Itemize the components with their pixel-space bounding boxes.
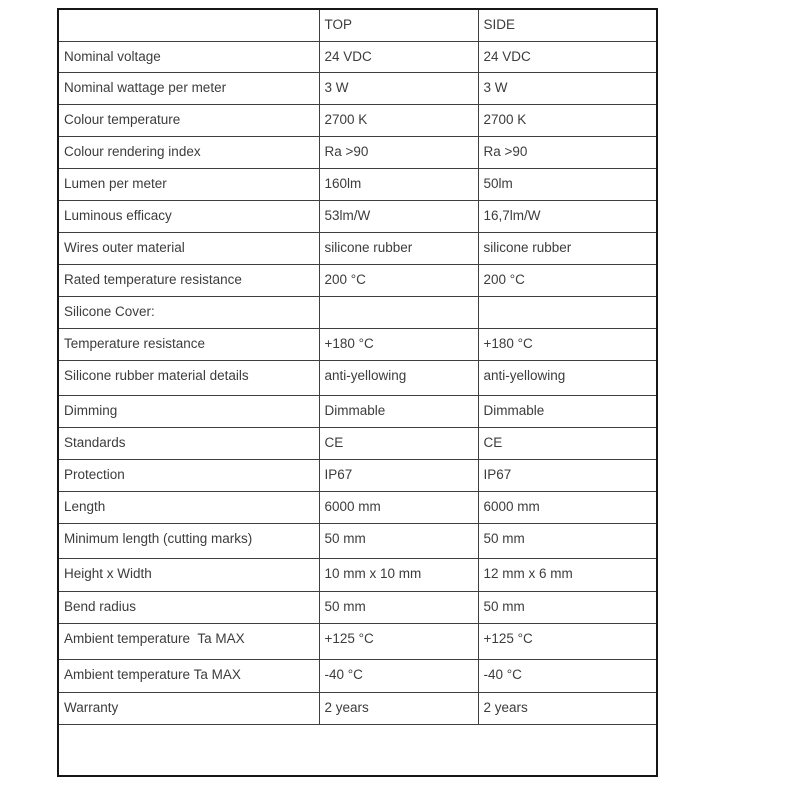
top-value-cell: 10 mm x 10 mm <box>319 558 478 591</box>
top-value-cell: 50 mm <box>319 591 478 623</box>
row-label-cell: Standards <box>58 427 319 459</box>
top-value-cell: silicone rubber <box>319 232 478 264</box>
side-value-cell: silicone rubber <box>478 232 657 264</box>
row-label-cell: Minimum length (cutting marks) <box>58 523 319 558</box>
top-value-cell <box>319 296 478 328</box>
side-value-cell: CE <box>478 427 657 459</box>
side-value-cell: 2 years <box>478 692 657 724</box>
empty-footer-row <box>58 724 657 776</box>
row-label-cell: Colour rendering index <box>58 136 319 168</box>
table-row <box>58 360 657 395</box>
header-top-cell: TOP <box>319 9 478 41</box>
top-value-cell: 2 years <box>319 692 478 724</box>
table-row <box>58 427 657 459</box>
top-value-cell: 3 W <box>319 72 478 104</box>
row-label-cell: Temperature resistance <box>58 328 319 360</box>
top-value-cell: +180 °C <box>319 328 478 360</box>
top-value-cell: 200 °C <box>319 264 478 296</box>
row-label-cell: Nominal wattage per meter <box>58 72 319 104</box>
row-label-cell: Ambient temperature Ta MAX <box>58 623 319 659</box>
side-value-cell: 12 mm x 6 mm <box>478 558 657 591</box>
row-label-cell: Colour temperature <box>58 104 319 136</box>
table-row <box>58 459 657 491</box>
side-value-cell: 3 W <box>478 72 657 104</box>
side-value-cell: +180 °C <box>478 328 657 360</box>
row-label-cell: Wires outer material <box>58 232 319 264</box>
row-label-cell: Silicone rubber material details <box>58 360 319 395</box>
side-value-cell: 6000 mm <box>478 491 657 523</box>
side-value-cell <box>478 296 657 328</box>
row-label-cell: Bend radius <box>58 591 319 623</box>
table-row <box>58 104 657 136</box>
top-value-cell: +125 °C <box>319 623 478 659</box>
table-row <box>58 395 657 427</box>
row-label-cell: Ambient temperature Ta MAX <box>58 659 319 692</box>
side-value-cell: 50 mm <box>478 523 657 558</box>
side-value-cell: 50lm <box>478 168 657 200</box>
side-value-cell: 16,7lm/W <box>478 200 657 232</box>
side-value-cell: anti-yellowing <box>478 360 657 395</box>
row-label-cell: Lumen per meter <box>58 168 319 200</box>
header-label-cell <box>58 9 319 41</box>
top-value-cell: Ra >90 <box>319 136 478 168</box>
side-value-cell: 200 °C <box>478 264 657 296</box>
table-row <box>58 523 657 558</box>
top-value-cell: 160lm <box>319 168 478 200</box>
row-label-cell: Nominal voltage <box>58 41 319 72</box>
row-label-cell: Protection <box>58 459 319 491</box>
row-label-cell: Rated temperature resistance <box>58 264 319 296</box>
table-row <box>58 296 657 328</box>
table-row <box>58 623 657 659</box>
side-value-cell: +125 °C <box>478 623 657 659</box>
top-value-cell: 24 VDC <box>319 41 478 72</box>
row-label-cell: Luminous efficacy <box>58 200 319 232</box>
top-value-cell: 53lm/W <box>319 200 478 232</box>
top-value-cell: Dimmable <box>319 395 478 427</box>
row-label-cell: Height x Width <box>58 558 319 591</box>
side-value-cell: 50 mm <box>478 591 657 623</box>
empty-footer-cell <box>58 724 657 776</box>
side-value-cell: 24 VDC <box>478 41 657 72</box>
side-value-cell: IP67 <box>478 459 657 491</box>
row-label-cell: Warranty <box>58 692 319 724</box>
table-row <box>58 232 657 264</box>
row-label-cell: Dimming <box>58 395 319 427</box>
table-row <box>58 558 657 591</box>
top-value-cell: IP67 <box>319 459 478 491</box>
top-value-cell: 6000 mm <box>319 491 478 523</box>
top-value-cell: CE <box>319 427 478 459</box>
table-row <box>58 168 657 200</box>
header-side-cell: SIDE <box>478 9 657 41</box>
top-value-cell: anti-yellowing <box>319 360 478 395</box>
table-row <box>58 692 657 724</box>
top-value-cell: -40 °C <box>319 659 478 692</box>
row-label-cell: Silicone Cover: <box>58 296 319 328</box>
table-row <box>58 591 657 623</box>
table-row <box>58 659 657 692</box>
side-value-cell: 2700 K <box>478 104 657 136</box>
top-value-cell: 2700 K <box>319 104 478 136</box>
table-row <box>58 72 657 104</box>
side-value-cell: Dimmable <box>478 395 657 427</box>
table-row <box>58 136 657 168</box>
table-row <box>58 491 657 523</box>
table-row <box>58 264 657 296</box>
table-row <box>58 41 657 72</box>
header-row <box>58 9 657 41</box>
row-label-cell: Length <box>58 491 319 523</box>
spec-table <box>57 8 658 777</box>
table-row <box>58 200 657 232</box>
table-row <box>58 328 657 360</box>
side-value-cell: Ra >90 <box>478 136 657 168</box>
side-value-cell: -40 °C <box>478 659 657 692</box>
top-value-cell: 50 mm <box>319 523 478 558</box>
